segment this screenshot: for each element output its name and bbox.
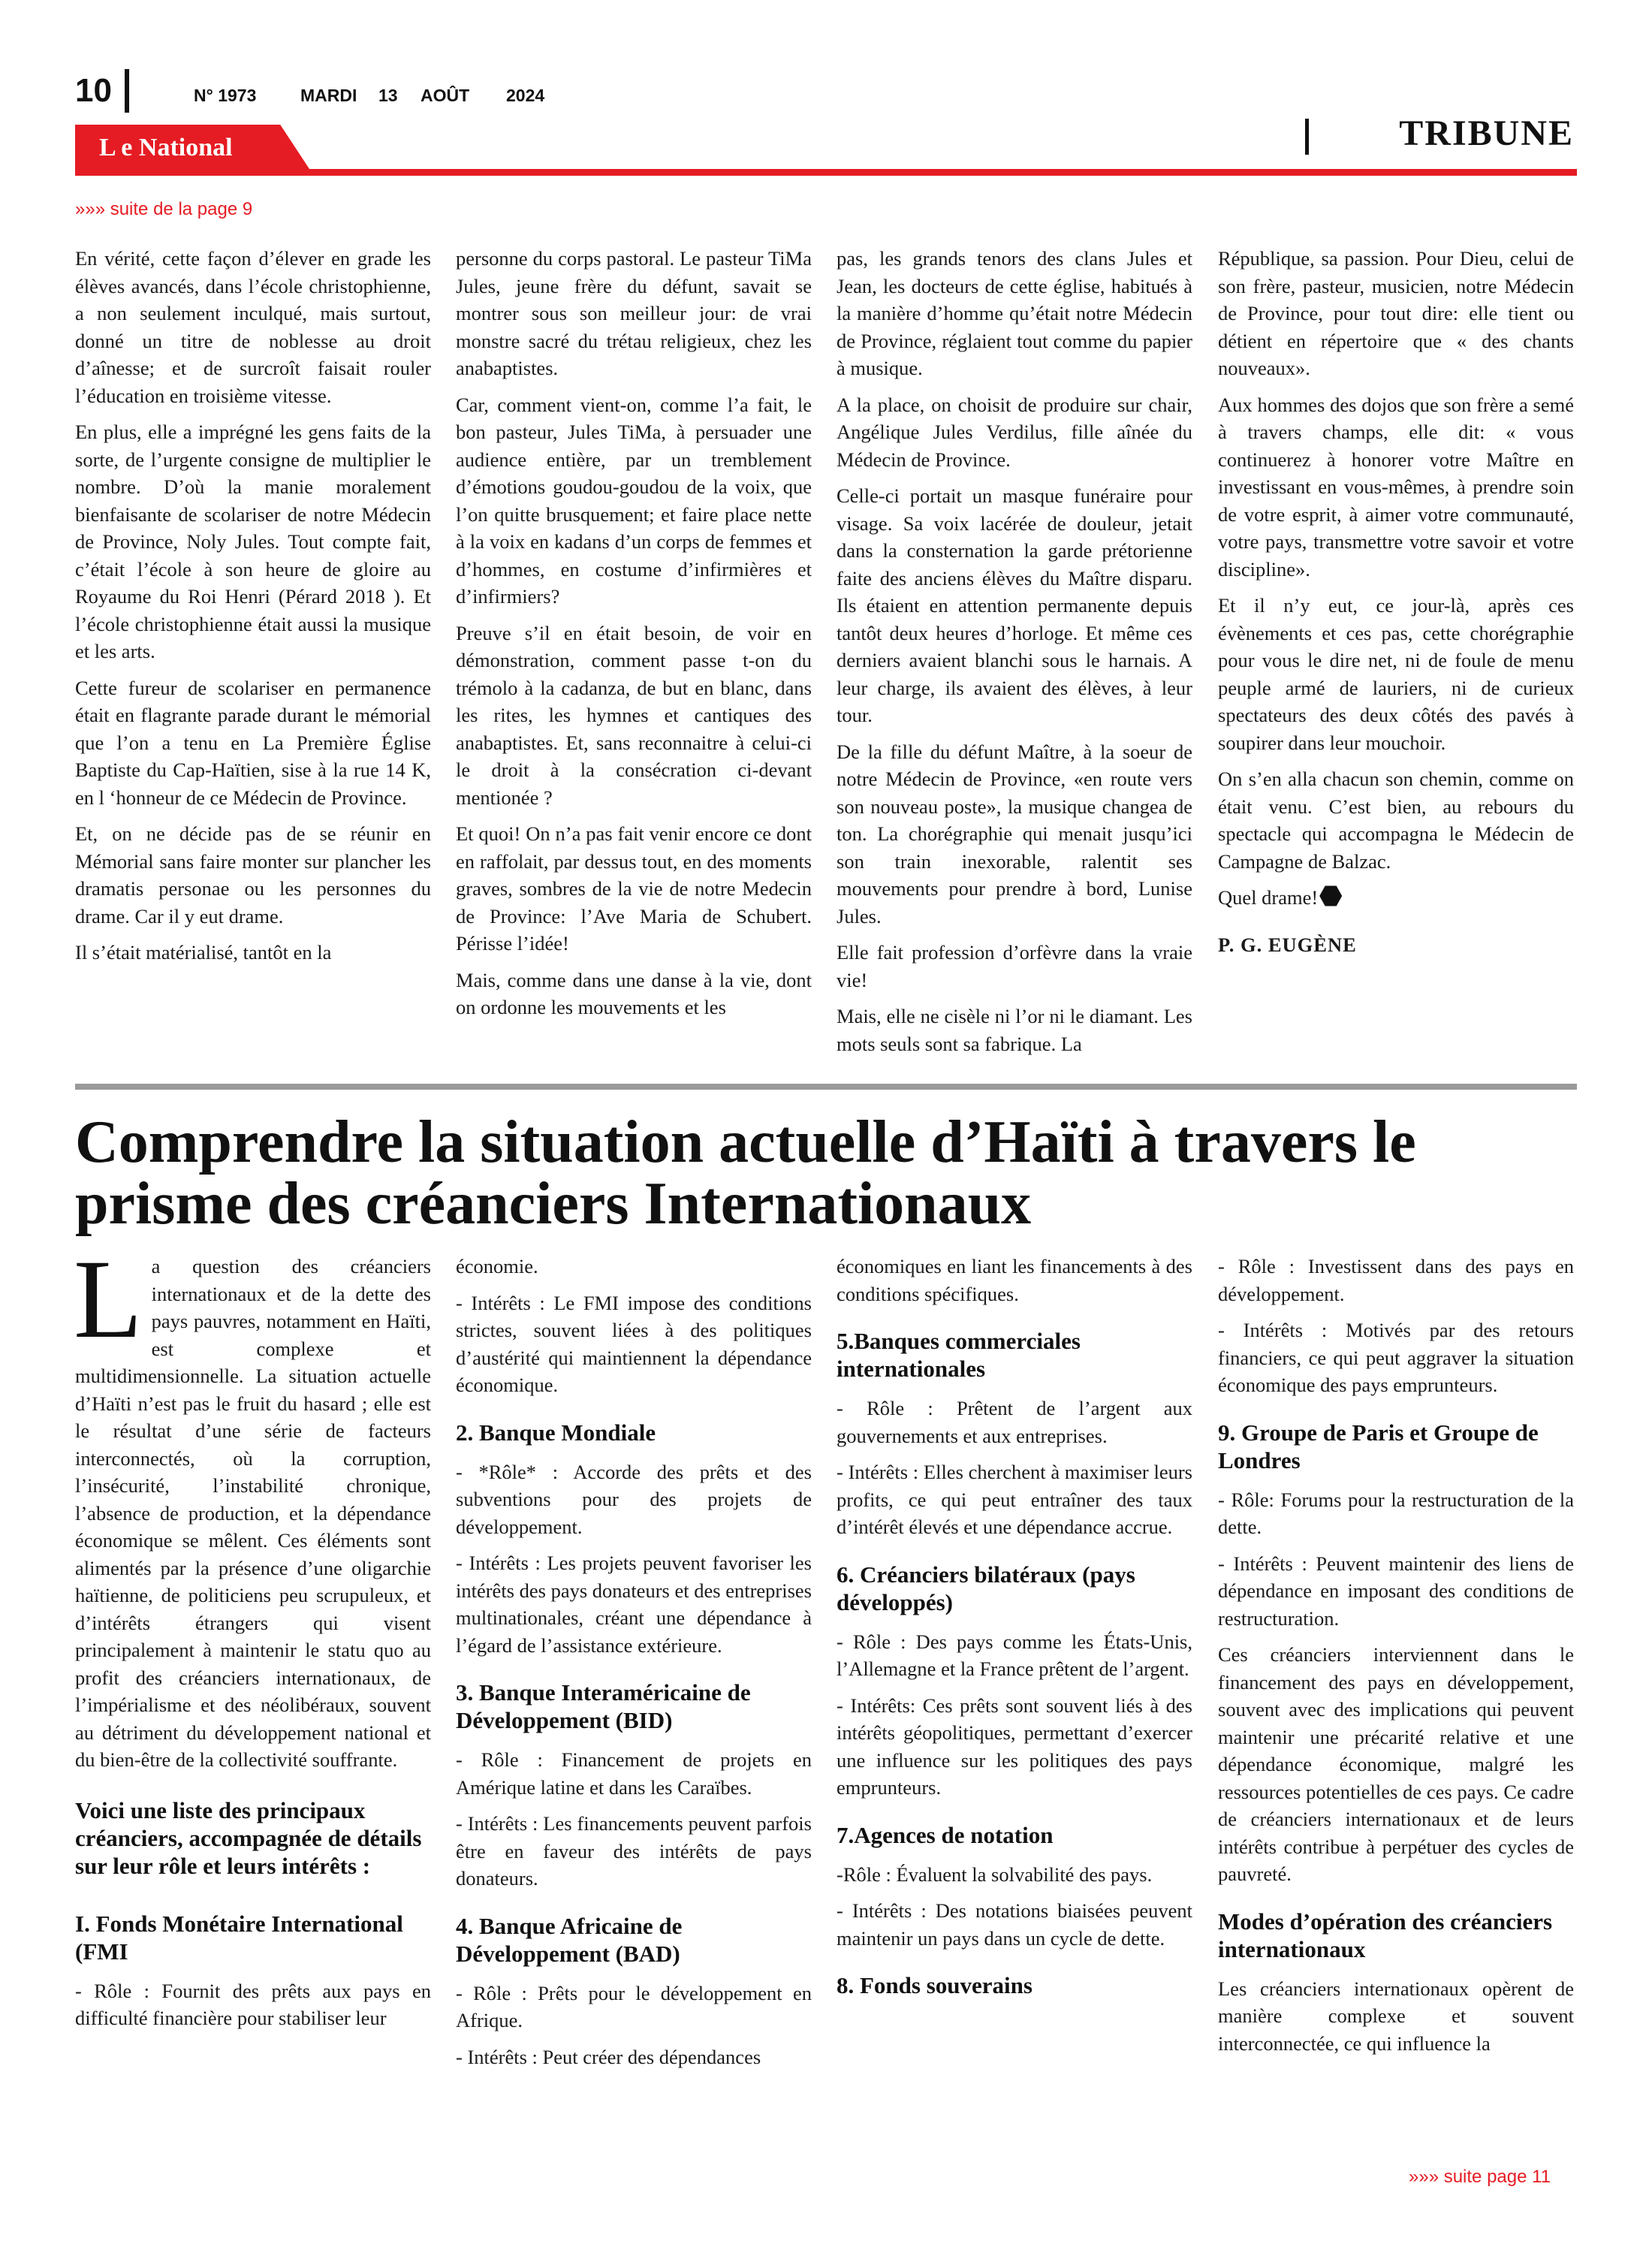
heading-bad: 4. Banque Africaine de Développement (BAD): [456, 1912, 683, 1967]
header-rule: [75, 169, 1577, 176]
heading-fonds-souverains: 8. Fonds souverains: [837, 1972, 1032, 1998]
paragraph: Mais, elle ne cisèle ni l’or ni le diamant. Les mots seuls sont sa fabrique. La: [837, 1005, 1192, 1055]
article2-column-2: [456, 1253, 812, 2080]
paragraph: Les créanciers internationaux opèrent de manière complexe et souvent interconnectée, ce qui influence la: [1218, 1977, 1574, 2055]
paragraph: - Intérêts : Le FMI impose des conditions strictes, souvent liées à des politiques d’austérité qui maintiennent la dépendance économique.: [456, 1291, 812, 1396]
intro-paragraph: [74, 1237, 431, 1774]
heading-bid: 3. Banque Interaméricaine de Développement (BID): [456, 1679, 751, 1733]
article1-column-3: [837, 245, 1192, 1066]
author-signature: P. G. EUGÈNE: [1218, 933, 1357, 956]
heading-creanciers-bilateraux: 6. Créanciers bilatéraux (pays développés): [837, 1561, 1135, 1615]
paragraph: - Rôle : Des pays comme les États-Unis, l’Allemagne et la France prêtent de l’argent.: [837, 1630, 1192, 1680]
paragraph: Car, comment vient-on, comme l’a fait, le bon pasteur, Jules TiMa, à persuader une audience entière, par un tremblement d’émotions goudou-goudou de la voix, que l’on quitte brusquement; et faire place nette à la voix en kadans d’un corps de femmes et d’hommes, en costume d’infirmières et d’infirmiers?: [456, 393, 812, 608]
continued-to[interactable]: »»» suite page 11: [1409, 2167, 1551, 2187]
intro-text: a question des créanciers internationaux et de la dette des pays pauvres, notamment en Haïti, est complexe et multidimensionnelle. La situation actuelle d’Haïti n’est pas le fruit du hasard ; elle est le résultat d’une série de facteurs interconnectés, où la corruption, l’insécurité, l’instabilité chronique, l’absence de production, et la dépendance économique se mêlent. Ces éléments sont alimentés par la présence d’une oligarchie haïtienne, de politiciens peu scrupuleux, et d’intérêts étrangers qui visent principalement à maintenir le statu quo au profit des créanciers internationaux, de l’impérialisme et des néolibéraux, souvent au détriment du développement national et du bien-être de la collectivité souffrante.: [75, 1255, 431, 1771]
paragraph: Elle fait profession d’orfèvre dans la vraie vie!: [837, 941, 1192, 991]
paragraph: économie.: [456, 1255, 538, 1277]
continued-from[interactable]: »»» suite de la page 9: [75, 199, 253, 219]
issue-number: N° 1973: [194, 86, 257, 105]
paragraph: - Rôle : Financement de projets en Amérique latine et dans les Caraïbes.: [456, 1748, 812, 1799]
page-number: 10: [75, 72, 112, 109]
paragraph: Et il n’y eut, ce jour-là, après ces évènements et ces pas, cette chorégraphie pour vous le dire net, ni de foule de menu peuple armé de lauriers, ni de curieux spectateurs des deux côtés des pavés à soupirer dans leur mouchoir.: [1218, 594, 1574, 754]
paragraph: - Intérêts : Peut créer des dépendances: [456, 2045, 761, 2068]
drop-cap: L: [74, 1237, 143, 1362]
paragraph: Ces créanciers interviennent dans le financement des pays en développement, souvent avec des implications qui peuvent maintenir une précarité relative et une dépendance économique, malgré les ressources potentielles de ces pays. Ce cadre de créanciers internationaux et de leurs intérêts contribue à perpétuer des cycles de pauvreté.: [1218, 1643, 1574, 1885]
issue-month: AOÛT: [421, 86, 470, 105]
heading-agences-notation: 7.Agences de notation: [837, 1821, 1054, 1848]
paragraph: Preuve s’il en était besoin, de voir en démonstration, comment passe t-on du trémolo à la cadanza, de but en blanc, dans les rites, les hymnes et cantiques des anabaptistes. Et, sans reconnaitre à celui-ci le droit à la consécration ci-devant mentionée ?: [456, 621, 812, 809]
paragraph: - Intérêts : Peuvent maintenir des liens de dépendance en imposant des conditions de restructuration.: [1218, 1552, 1574, 1630]
paragraph: personne du corps pastoral. Le pasteur TiMa Jules, jeune frère du défunt, savait se montrer sous son meilleur jour: de vrai monstre sacré du trétau religieux, chez les anabaptistes.: [456, 247, 812, 379]
article-separator: [75, 1084, 1577, 1090]
paragraph: A la place, on choisit de produire sur chair, Angélique Jules Verdilus, fille aînée du Médecin de Province.: [837, 393, 1192, 471]
closing-text: Quel drame!: [1218, 886, 1319, 909]
paragraph: -Rôle : Évaluent la solvabilité des pays.: [837, 1862, 1153, 1886]
paragraph: On s’en alla chacun son chemin, comme on était venu. C’est bien, au rebours du spectacle qui accompagna le Médecin de Campagne de Balzac.: [1218, 768, 1574, 873]
section-divider: [1305, 119, 1309, 155]
paragraph: économiques en liant les financements à des conditions spécifiques.: [837, 1255, 1192, 1305]
heading-fmi: I. Fonds Monétaire International (FMI: [75, 1910, 403, 1965]
paragraph: - Rôle : Investissent dans des pays en développement.: [1218, 1255, 1574, 1305]
article2-column-4: [1218, 1253, 1574, 2066]
paragraph: - Intérêts : Elles cherchent à maximiser leurs profits, ce qui peut entraîner des taux d’intérêt élevés et une dépendance accrue.: [837, 1461, 1192, 1538]
paragraph: - Intérêts : Les projets peuvent favoriser les intérêts des pays donateurs et des entreprises multinationales, créant une dépendance à l’égard de l’assistance extérieure.: [456, 1552, 812, 1657]
issue-date-day: 13: [378, 86, 398, 105]
issue-weekday: MARDI: [300, 86, 357, 105]
heading-banque-mondiale: 2. Banque Mondiale: [456, 1419, 656, 1446]
paragraph: - Intérêts : Motivés par des retours financiers, ce qui peut aggraver la situation économique des pays emprunteurs.: [1218, 1319, 1574, 1396]
paragraph: De la fille du défunt Maître, à la soeur de notre Médecin de Province, «en route vers son nouveau poste», la musique changea de ton. La chorégraphie qui menait jusqu’ici son train inexorable, ralentit ses mouvements pour prendre à bord, Lunise Jules.: [837, 740, 1192, 927]
paragraph: En vérité, cette façon d’élever en grade les élèves avancés, dans l’école christophienne, a non seulement inculqué, mais surtout, donné un titre de noblesse au droit d’aînesse; et de surcroît faisait rouler l’éducation en troisième vitesse.: [75, 247, 431, 407]
paragraph: Il s’était matérialisé, tantôt en la: [75, 941, 332, 964]
paragraph: - Intérêts : Les financements peuvent parfois être en faveur des intérêts de pays donateurs.: [456, 1812, 812, 1890]
closing-line: [1218, 884, 1574, 912]
end-mark-icon: [1319, 885, 1342, 907]
paragraph: République, sa passion. Pour Dieu, celui de son frère, pasteur, musicien, notre Médecin de Province, pour tout dire: elle tient ou détient en répertoire que « des chants nouveaux».: [1218, 247, 1574, 379]
article1-column-1: [75, 245, 431, 976]
heading-modes-operation: Modes d’opération des créanciers internationaux: [1218, 1908, 1553, 1962]
heading-banques-commerciales: 5.Banques commerciales internationales: [837, 1328, 1081, 1382]
paragraph: Aux hommes des dojos que son frère a semé à travers champs, elle dit: « vous continuerez à honorer votre Maître en investissant en vous-mêmes, à prendre soin de votre esprit, à aimer votre communauté, votre pays, transmettre votre savoir et votre discipline».: [1218, 393, 1574, 581]
heading-groupe-paris-londres: 9. Groupe de Paris et Groupe de Londres: [1218, 1419, 1539, 1473]
paragraph: - Rôle : Prêts pour le développement en Afrique.: [456, 1981, 812, 2031]
paragraph: Celle-ci portait un masque funéraire pour visage. Sa voix lacérée de douleur, jetait dans la consternation la garde prétorienne faite des anciens élèves du Maître disparu. Ils étaient en attention permanente depuis tantôt deux heures d’horloge. Et même ces derniers avaient blanchi sous le harnais. A leur charge, ils avaient des élèves, à leur tour.: [837, 484, 1192, 726]
article2-column-1: [74, 1237, 431, 2041]
paragraph: Et, on ne décide pas de se réunir en Mémorial sans faire monter sur plancher les dramatis personae ou les personnes du drame. Car il y eut drame.: [75, 822, 431, 927]
issue-year: 2024: [506, 86, 545, 105]
paragraph: Cette fureur de scolariser en permanence était en flagrante parade durant le mémorial que l’on a tenu en La Première Église Baptiste du Cap-Haïtien, sise à la rue 14 K, en l ‘honneur de ce Médecin de Province.: [75, 676, 431, 809]
paragraph: Et quoi! On n’a pas fait venir encore ce dont en raffolait, par dessus tout, en des moments graves, sombres de la vie de notre Medecin de Province: l’Ave Maria de Schubert. Périsse l’idée!: [456, 822, 812, 955]
paragraph: - Rôle : Fournit des prêts aux pays en difficulté financière pour stabiliser leur: [75, 1979, 431, 2029]
paragraph: - Rôle: Forums pour la restructuration de la dette.: [1218, 1488, 1574, 1538]
paragraph: pas, les grands tenors des clans Jules et Jean, les docteurs de cette église, habitués à la manière d’homme qu’était notre Médecin de Province, réglaient tout comme du papier à musique.: [837, 247, 1192, 379]
article2-headline: Comprendre la situation actuelle d’Haïti à travers le prisme des créanciers Internationaux: [75, 1109, 1416, 1237]
paragraph: En plus, elle a imprégné les gens faits de la sorte, de l’urgente consigne de multiplier le nombre. D’où la manie moralement bienfaisante de scolariser de notre Médecin de Province, Noly Jules. Tout compte fait, c’était l’école à son heure de gloire au Royaume du Roi Henri (Pérard 2018 ). Et l’école christophienne était aussi la musique et les arts.: [75, 421, 431, 662]
article1-column-4: [1218, 245, 1574, 967]
paragraph: Mais, comme dans une danse à la vie, dont on ordonne les mouvements et les: [456, 968, 812, 1018]
article1-column-2: [456, 245, 812, 1030]
header-divider: [125, 69, 129, 113]
paragraph: - *Rôle* : Accorde des prêts et des subventions pour des projets de développement.: [456, 1460, 812, 1538]
list-intro-heading: Voici une liste des principaux créanciers, accompagnée de détails sur leur rôle et leurs intérêts :: [75, 1796, 422, 1879]
article2-column-3: [837, 1253, 1192, 2011]
section-title: TRIBUNE: [1399, 113, 1574, 153]
paragraph: - Intérêts : Des notations biaisées peuvent maintenir un pays dans un cycle de dette.: [837, 1899, 1192, 1950]
brand-logo: L e National: [99, 134, 233, 161]
paragraph: - Intérêts: Ces prêts sont souvent liés à des intérêts géopolitiques, permettant d’exercer une influence sur les politiques des pays emprunteurs.: [837, 1694, 1192, 1799]
paragraph: - Rôle : Prêtent de l’argent aux gouvernements et aux entreprises.: [837, 1397, 1192, 1447]
